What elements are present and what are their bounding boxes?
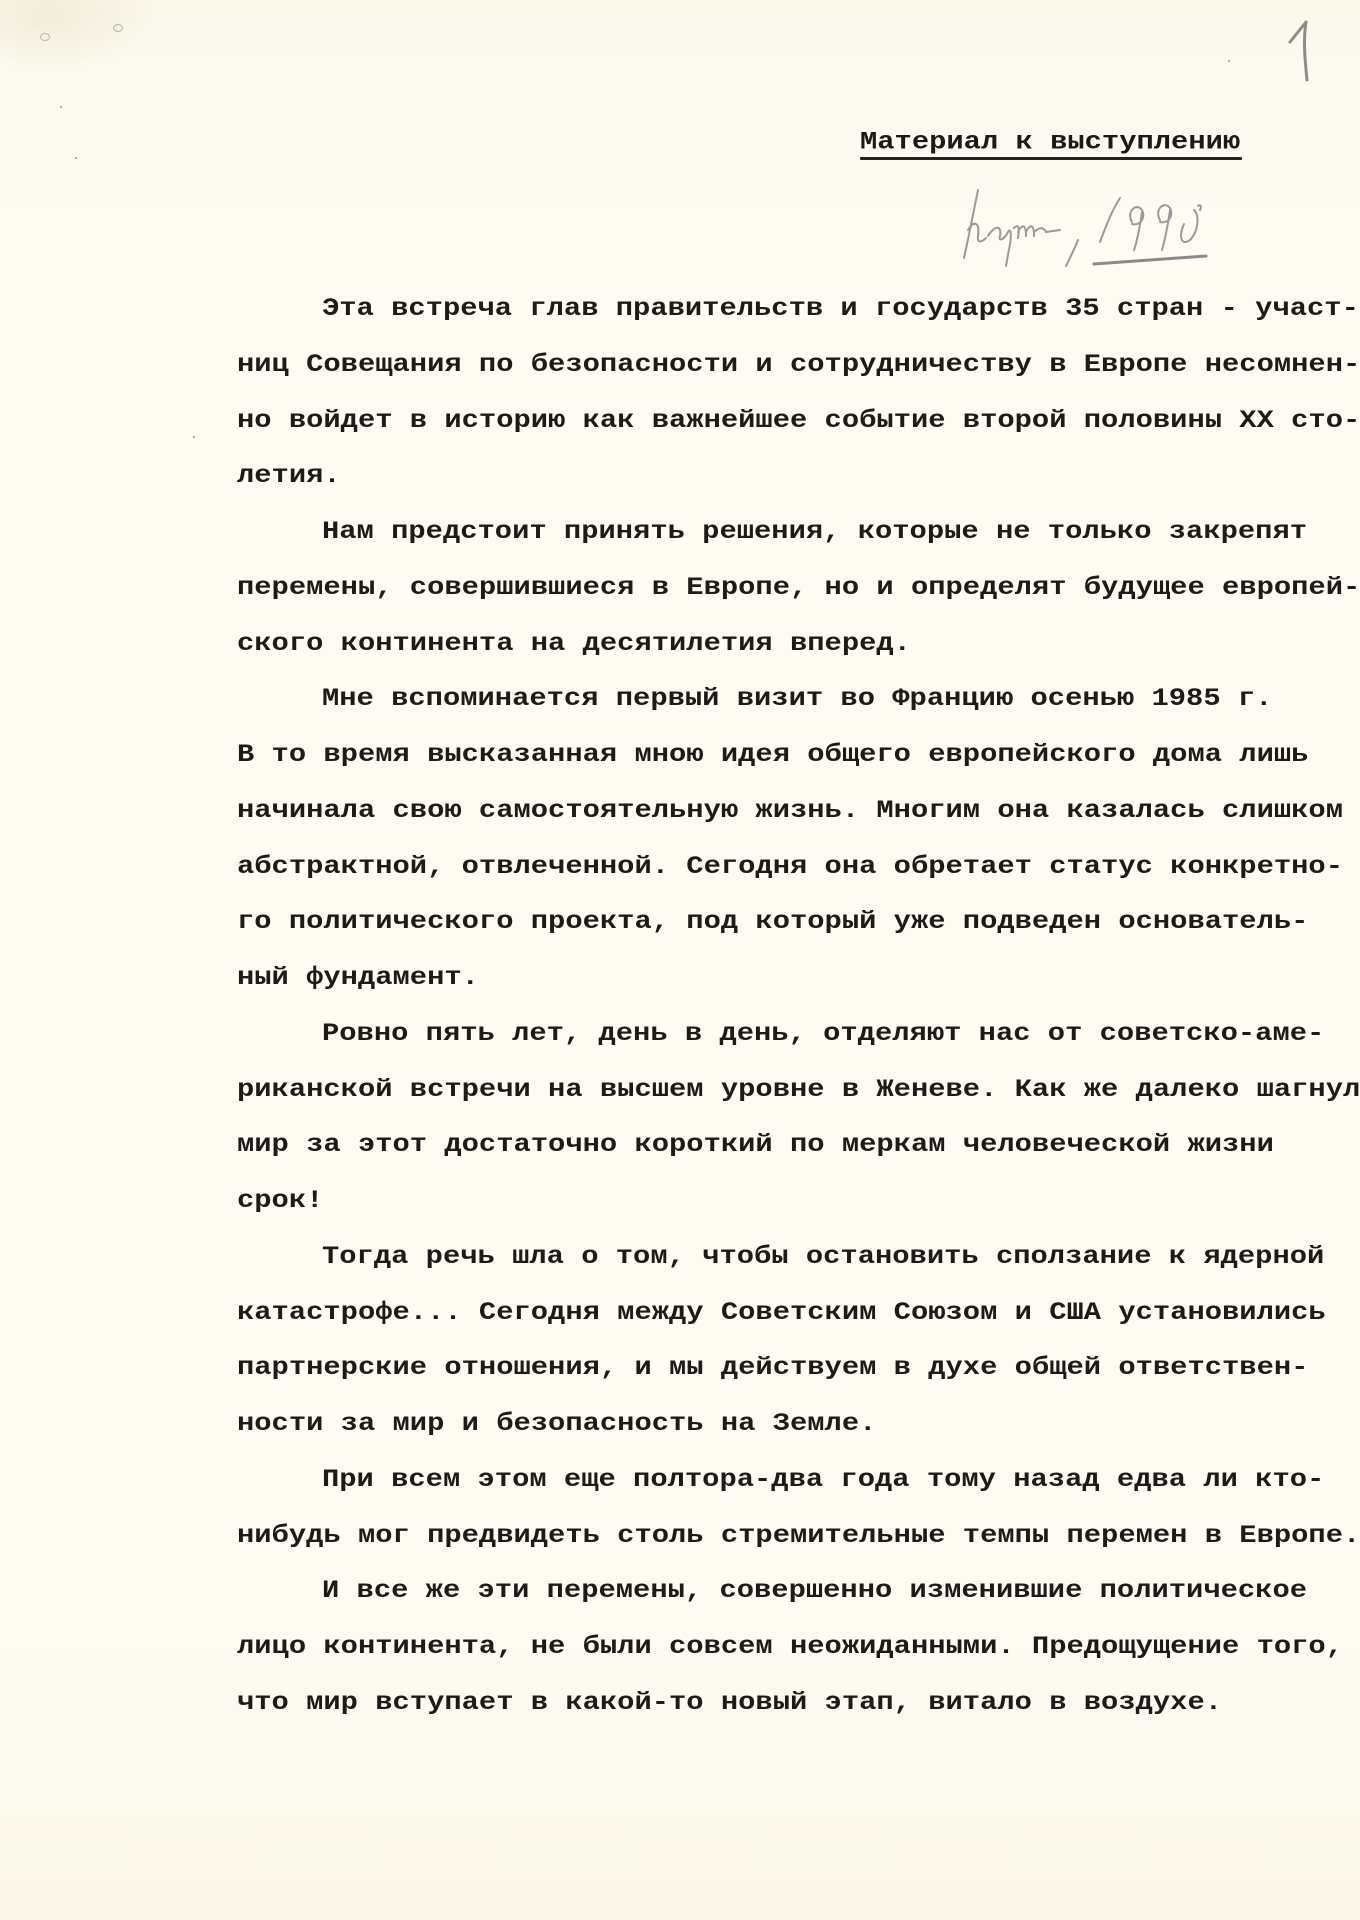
- text-line: Тогда речь шла о том, чтобы остановить сползание к ядерной: [322, 1242, 1325, 1271]
- document-title: Материал к выступлению: [860, 127, 1241, 157]
- text-line: При всем этом еще полтора-два года тому назад едва ли кто-: [322, 1465, 1325, 1494]
- text-line: Ровно пять лет, день в день, отделяют нас от советско-аме-: [322, 1019, 1325, 1048]
- text-line: летия.: [237, 461, 341, 490]
- text-line: нибудь мог предвидеть столь стремительные темпы перемен в Европе.: [237, 1521, 1360, 1550]
- text-line: перемены, совершившиеся в Европе, но и определят будущее европей-: [237, 573, 1360, 602]
- text-line: Нам предстоит принять решения, которые не только закрепят: [322, 517, 1308, 546]
- text-line: Мне вспоминается первый визит во Францию осенью 1985 г.: [322, 684, 1273, 713]
- text-line: что мир вступает в какой-то новый этап, витало в воздухе.: [237, 1688, 1223, 1717]
- text-line: мир за этот достаточно короткий по меркам человеческой жизни: [237, 1130, 1274, 1159]
- text-line: ности за мир и безопасность на Земле.: [237, 1409, 877, 1438]
- text-line: го политического проекта, под который уже подведен основатель-: [237, 907, 1309, 936]
- text-line: И все же эти перемены, совершенно изменившие политическое: [322, 1576, 1308, 1605]
- paper-speck: [60, 106, 62, 108]
- text-line: ниц Совещания по безопасности и сотрудничеству в Европе несомнен-: [237, 350, 1360, 379]
- text-line: В то время высказанная мною идея общего европейского дома лишь: [237, 740, 1309, 769]
- text-line: ный фундамент.: [237, 963, 479, 992]
- paper-speck: [75, 157, 77, 159]
- text-line: лицо континента, не были совсем неожиданными. Предощущение того,: [237, 1632, 1343, 1661]
- text-line: но войдет в историю как важнейшее событие второй половины XX сто-: [237, 406, 1360, 435]
- text-line: начинала свою самостоятельную жизнь. Многим она казалась слишком: [237, 796, 1343, 825]
- text-line: срок!: [237, 1186, 324, 1215]
- text-line: риканской встречи на высшем уровне в Женеве. Как же далеко шагнул: [237, 1075, 1360, 1104]
- text-line: партнерские отношения, и мы действуем в духе общей ответствен-: [237, 1353, 1309, 1382]
- text-line: катастрофе... Сегодня между Советским Союзом и США установились: [237, 1298, 1326, 1327]
- text-line: абстрактной, отвлеченной. Сегодня она обретает статус конкретно-: [237, 852, 1343, 881]
- paper-speck: [1228, 60, 1230, 62]
- text-line: Эта встреча глав правительств и государств 35 стран - участ-: [322, 294, 1359, 323]
- text-line: ского континента на десятилетия вперед.: [237, 629, 911, 658]
- paper-speck: [193, 436, 195, 438]
